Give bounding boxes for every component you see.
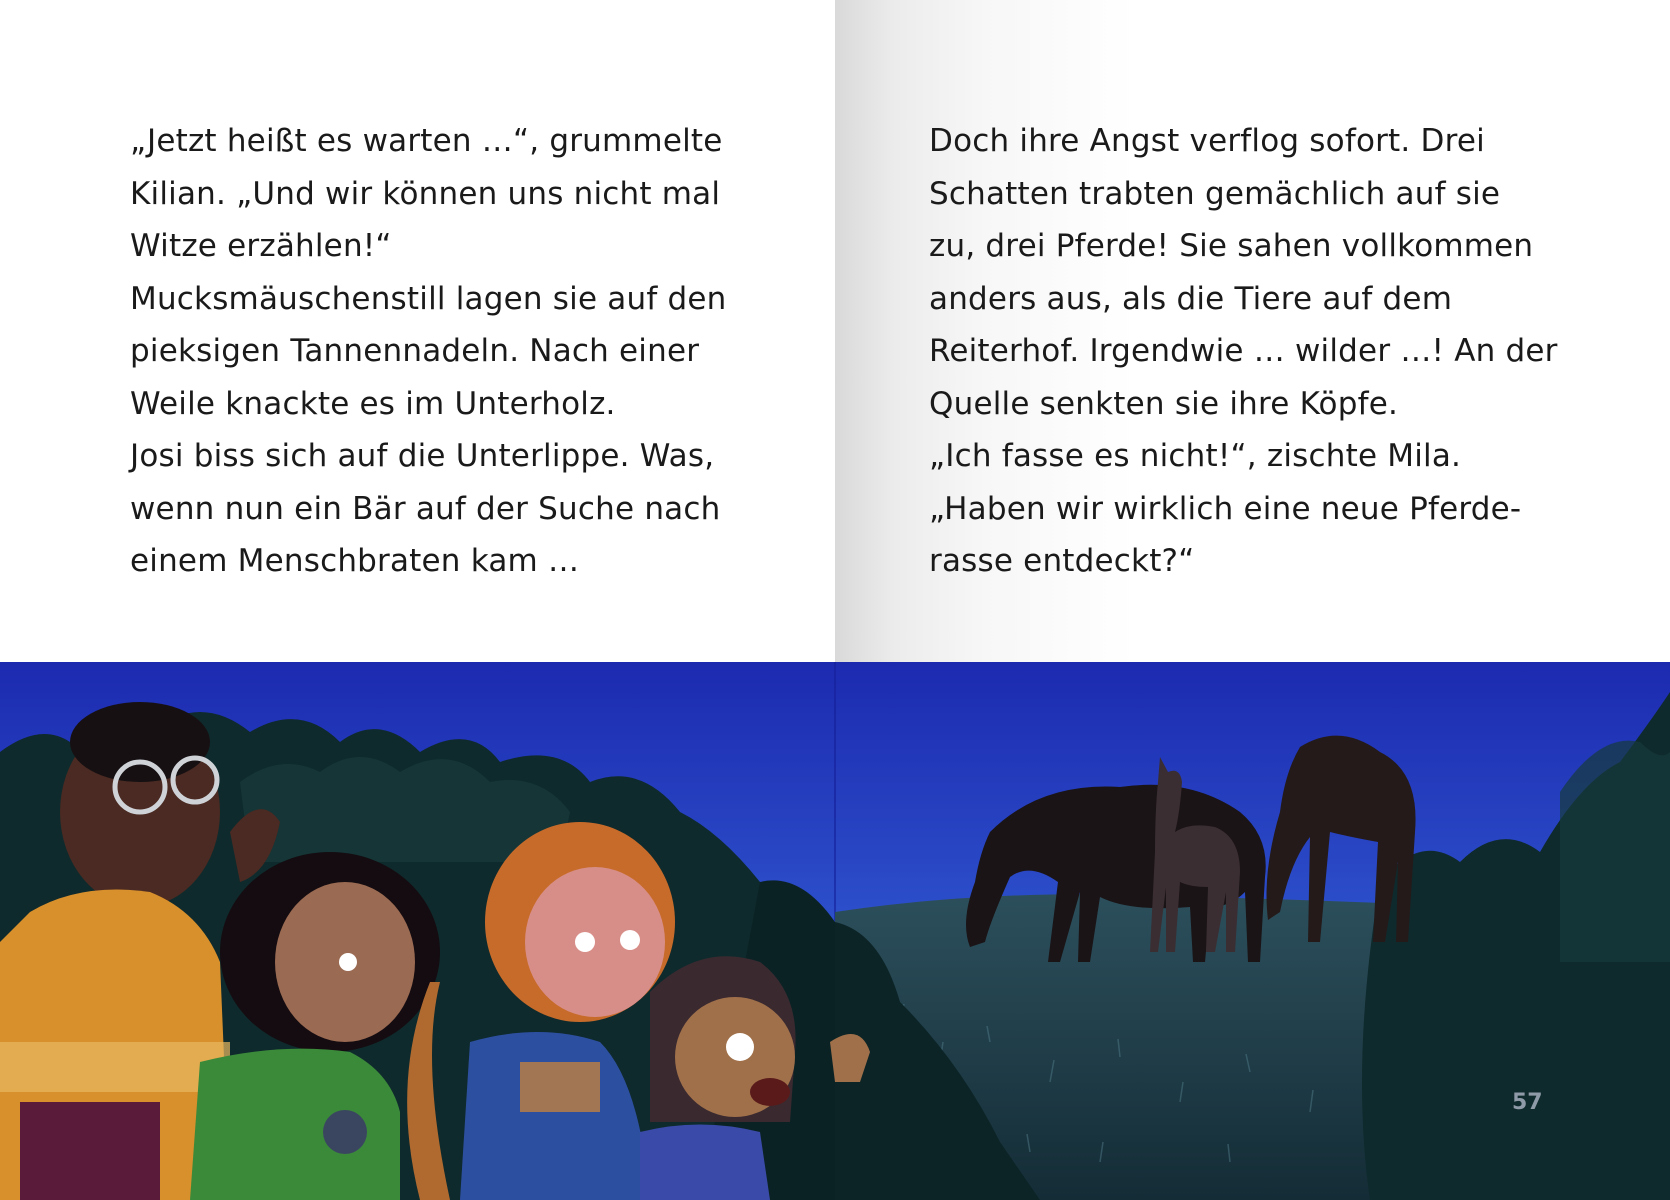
text-line: Josi biss sich auf die Unterlippe. Was, [130,438,715,474]
text-line: Reiterhof. Irgendwie … wilder …! An der [929,333,1558,369]
text-line: „Ich fasse es nicht!“, zischte Mila. [929,438,1462,474]
illustration-svg [0,662,1670,1200]
text-line: einem Menschbraten kam … [130,543,580,579]
text-line: Kilian. „Und wir können uns nicht mal [130,175,721,212]
text-line: Weile knackte es im Unterholz. [130,385,616,422]
text-line: Witze erzählen!“ [130,228,392,264]
text-line: „Jetzt heißt es warten …“, grummelte [130,123,723,159]
text-line: Schatten trabten gemächlich auf sie [929,175,1501,212]
text-line: „Haben wir wirklich eine neue Pferde- [929,490,1522,527]
left-page-text [130,115,727,588]
text-line: anders aus, als die Tiere auf dem [929,280,1453,317]
text-line: Mucksmäuschenstill lagen sie auf den [130,280,727,317]
night-illustration [0,662,1670,1200]
text-line: wenn nun ein Bär auf der Suche nach [130,490,721,527]
right-bush-highlight [1560,741,1670,962]
page-number: 57 [1512,1090,1543,1115]
right-page-text [929,115,1558,588]
text-line: rasse entdeckt?“ [929,543,1195,579]
text-line: pieksigen Tannennadeln. Nach einer [130,333,700,369]
text-line: Quelle senkten sie ihre Köpfe. [929,385,1399,422]
text-line: Doch ihre Angst verflog sofort. Drei [929,123,1485,159]
text-line: zu, drei Pferde! Sie sahen vollkommen [929,228,1534,264]
